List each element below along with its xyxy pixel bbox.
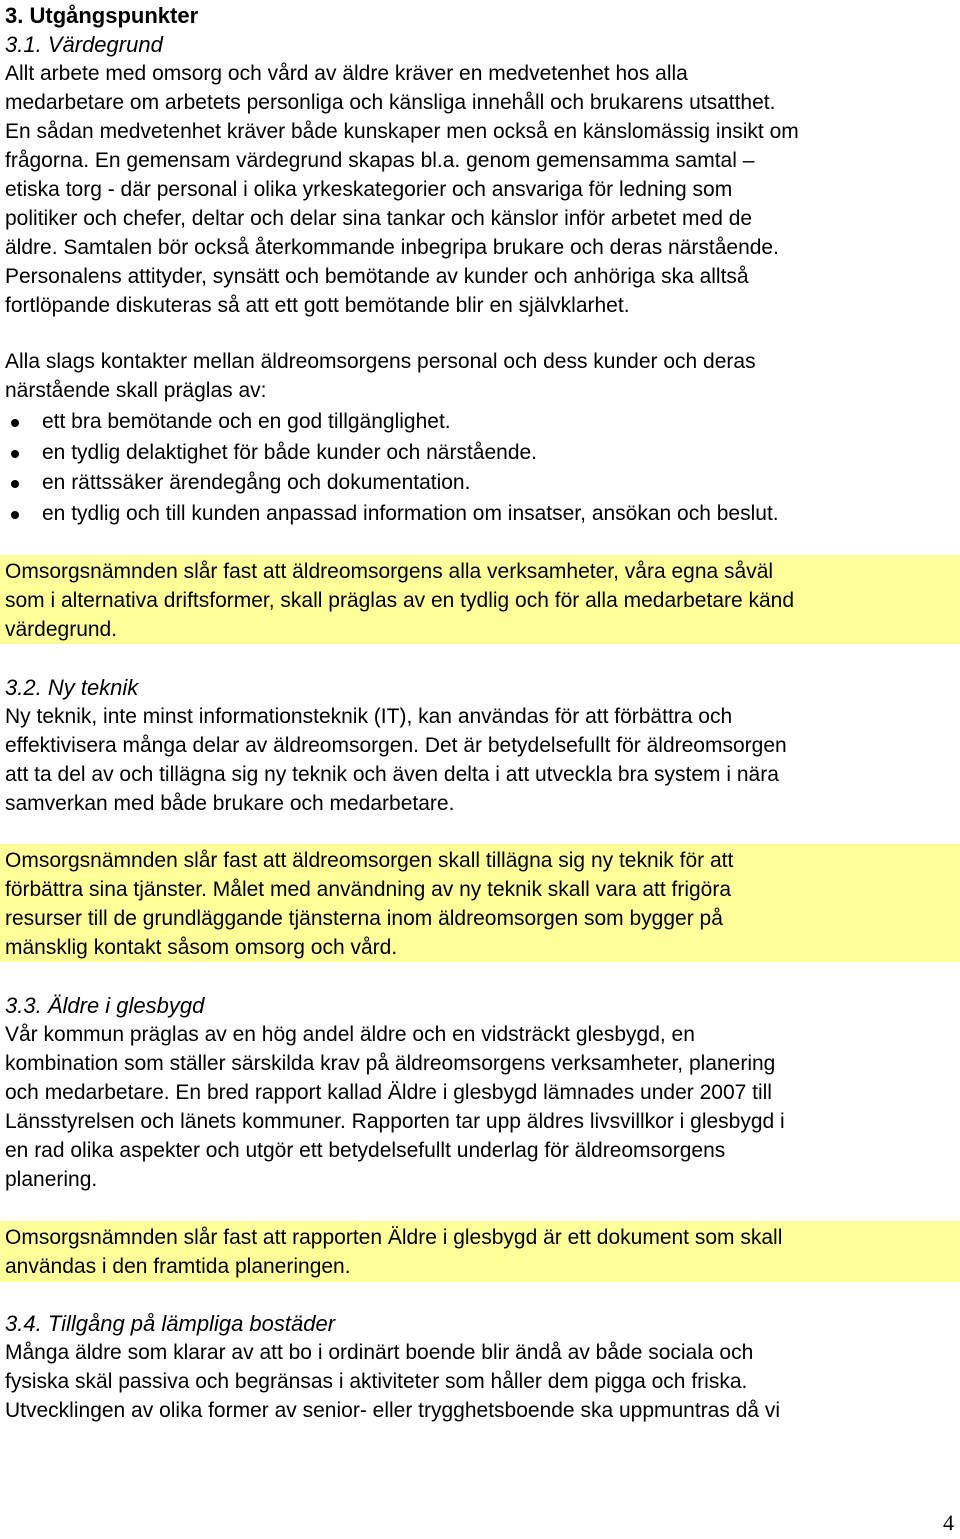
paragraph-line: att ta del av och tillägna sig ny teknik och även delta i att utveckla bra system i nära [5, 763, 779, 786]
subsection-heading-3-2 [5, 673, 138, 702]
subsection-number: 3.2. [5, 675, 42, 700]
paragraph-line: effektivisera många delar av äldreomsorgen. Det är betydelsefullt för äldreomsorgen [5, 734, 787, 757]
paragraph-line: fysiska skäl passiva och begränsas i aktiviteter som håller dem pigga och friska. [5, 1370, 748, 1393]
subsection-number: 3.3. [5, 993, 42, 1018]
paragraph-line: etiska torg - där personal i olika yrkeskategorier och ansvariga för ledning som [5, 178, 733, 201]
paragraph-line: mänsklig kontakt såsom omsorg och vård. [5, 936, 398, 959]
paragraph-line: närstående skall präglas av: [5, 379, 267, 402]
bullet-icon [11, 480, 19, 488]
paragraph-ny-teknik [5, 702, 955, 818]
decision-vardegrund [5, 557, 955, 644]
paragraph-line: Utvecklingen av olika former av senior- eller trygghetsboende ska uppmuntras då vi [5, 1399, 781, 1422]
paragraph-line: Omsorgsnämnden slår fast att äldreomsorgen skall tillägna sig ny teknik för att [5, 849, 734, 872]
section-title: Utgångspunkter [29, 3, 199, 28]
paragraph-line: Vår kommun präglas av en hög andel äldre och en vidsträckt glesbygd, en [5, 1023, 695, 1046]
paragraph-vardegrund [5, 59, 955, 320]
bullet-icon [11, 511, 19, 519]
paragraph-line: fortlöpande diskuteras så att ett gott bemötande blir en självklarhet. [5, 294, 630, 317]
paragraph-line: Allt arbete med omsorg och vård av äldre kräver en medvetenhet hos alla [5, 62, 688, 85]
paragraph-line: värdegrund. [5, 618, 118, 641]
section-number: 3. [5, 3, 24, 28]
subsection-number: 3.1. [5, 32, 42, 57]
list-item: en tydlig delaktighet för både kunder och närstående. [5, 438, 955, 469]
paragraph-line: Omsorgsnämnden slår fast att rapporten Äldre i glesbygd är ett dokument som skall [5, 1226, 783, 1249]
paragraph-line: Länsstyrelsen och länets kommuner. Rapporten tar upp äldres livsvillkor i glesbygd i [5, 1110, 785, 1133]
subsection-title: Äldre i glesbygd [47, 993, 205, 1018]
paragraph-line: samverkan med både brukare och medarbetare. [5, 792, 455, 815]
subsection-title: Ny teknik [47, 675, 139, 700]
page-number: 4 [943, 1510, 954, 1535]
decision-glesbygd [5, 1223, 955, 1281]
decision-ny-teknik [5, 846, 955, 962]
list-item: en tydlig och till kunden anpassad information om insatser, ansökan och beslut. [5, 499, 955, 530]
paragraph-line: medarbetare om arbetets personliga och känsliga innehåll och brukarens utsatthet. [5, 91, 776, 114]
bullet-icon [11, 450, 19, 458]
paragraph-line: Alla slags kontakter mellan äldreomsorgens personal och dess kunder och deras [5, 350, 756, 373]
paragraph-line: En sådan medvetenhet kräver både kunskaper men också en känslomässig insikt om [5, 120, 799, 143]
paragraph-line: som i alternativa driftsformer, skall präglas av en tydlig och för alla medarbetare känd [5, 589, 795, 612]
paragraph-line: Personalens attityder, synsätt och bemötande av kunder och anhöriga ska alltså [5, 265, 749, 288]
bullet-icon [11, 419, 19, 427]
paragraph-bostader [5, 1338, 955, 1425]
paragraph-line: användas i den framtida planeringen. [5, 1255, 351, 1278]
subsection-number: 3.4. [5, 1311, 42, 1336]
paragraph-line: äldre. Samtalen bör också återkommande inbegripa brukare och deras närstående. [5, 236, 779, 259]
paragraph-line: Ny teknik, inte minst informationsteknik (IT), kan användas för att förbättra och [5, 705, 733, 728]
subsection-heading-3-4 [5, 1309, 335, 1338]
paragraph-line: och medarbetare. En bred rapport kallad Äldre i glesbygd lämnades under 2007 till [5, 1081, 772, 1104]
subsection-title: Tillgång på lämpliga bostäder [47, 1311, 336, 1336]
paragraph-kontakter [5, 347, 955, 405]
paragraph-glesbygd [5, 1020, 955, 1194]
paragraph-line: förbättra sina tjänster. Målet med användning av ny teknik skall vara att frigöra [5, 878, 732, 901]
subsection-title: Värdegrund [47, 32, 163, 57]
list-item: en rättssäker ärendegång och dokumentation. [5, 468, 955, 499]
paragraph-line: planering. [5, 1168, 98, 1191]
subsection-heading-3-3 [5, 991, 204, 1020]
paragraph-line: kombination som ställer särskilda krav på äldreomsorgens verksamheter, planering [5, 1052, 776, 1075]
paragraph-line: resurser till de grundläggande tjänsterna inom äldreomsorgen som bygger på [5, 907, 723, 930]
section-heading [5, 1, 198, 30]
bullet-list [5, 407, 955, 529]
subsection-heading-3-1 [5, 30, 163, 59]
paragraph-line: frågorna. En gemensam värdegrund skapas bl.a. genom gemensamma samtal – [5, 149, 755, 172]
paragraph-line: en rad olika aspekter och utgör ett betydelsefullt underlag för äldreomsorgens [5, 1139, 726, 1162]
paragraph-line: Många äldre som klarar av att bo i ordinärt boende blir ändå av både sociala och [5, 1341, 754, 1364]
list-item: ett bra bemötande och en god tillgänglighet. [5, 407, 955, 438]
paragraph-line: politiker och chefer, deltar och delar sina tankar och känslor inför arbetet med de [5, 207, 753, 230]
paragraph-line: Omsorgsnämnden slår fast att äldreomsorgens alla verksamheter, våra egna såväl [5, 560, 774, 583]
